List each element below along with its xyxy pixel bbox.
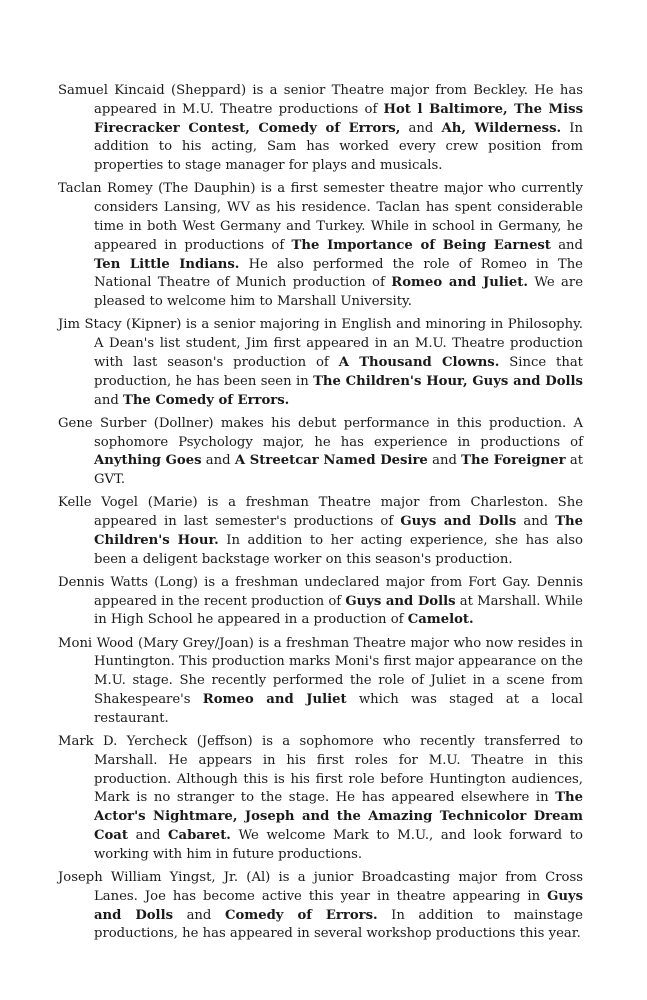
- bio-taclan-romey: [58, 180, 583, 312]
- bio-samuel-kincaid: [58, 82, 583, 176]
- bio-text: Dennis Watts (Long) is a freshman undeclared major from Fort Gay. Dennis appeared in the recent production of: [58, 574, 583, 609]
- production-title: The Children's Hour, Guys and Dolls: [313, 373, 583, 389]
- bio-gene-surber: [58, 415, 583, 490]
- bio-text: Moni Wood (Mary Grey/Joan) is a freshman Theatre major who now resides in Huntington. This production marks Moni's first major appearance on the M.U. stage. She recently performed the role of Juliet in a scene from Shakespeare's: [58, 635, 583, 708]
- production-title: The Children's Hour.: [94, 514, 584, 548]
- production-title: Romeo and Juliet: [202, 692, 347, 708]
- bio-text: and: [127, 828, 169, 844]
- bio-text: Mark D. Yercheck (Jeffson) is a sophomore who recently transferred to Marshall. He appears in his first roles for M.U. Theatre in this production. Although this is his first role before Huntington audiences, Mark is no stranger to the stage. He has appeared elsewhere in: [58, 734, 583, 806]
- bio-text: and: [201, 453, 235, 469]
- production-title: Ten Little Indians.: [94, 256, 240, 272]
- bio-text: Taclan Romey (The Dauphin) is a first semester theatre major who currently considers Lansing, WV as his residence. Taclan has spent considerable time in both West Germany and Turkey. While in school in Germany, he appeared in productions of: [58, 181, 583, 253]
- bio-text: and: [427, 453, 462, 469]
- bio-jim-stacy: [58, 316, 583, 410]
- production-title: Cabaret.: [168, 828, 231, 844]
- bio-text: In addition to her acting experience, she has also been a deligent backstage worker on this season's production.: [94, 532, 583, 567]
- bio-text: at GVT.: [94, 453, 583, 488]
- bio-text: Joseph William Yingst, Jr. (Al) is a junior Broadcasting major from Cross Lanes. Joe has become active this year in theatre appearing in: [58, 870, 583, 904]
- bio-text: Gene Surber (Dollner) makes his debut performance in this production. A sophomore Psychology major, he has experience in productions of: [58, 415, 583, 450]
- bio-text: and: [94, 392, 123, 408]
- production-title: Guys and Dolls: [94, 888, 583, 923]
- bio-mark-yercheck: [58, 733, 583, 865]
- production-title: A Streetcar Named Desire: [234, 453, 428, 469]
- production-title: The Importance of Being Earnest: [291, 237, 551, 253]
- production-title: Comedy of Errors.: [224, 907, 378, 923]
- bio-text: Samuel Kincaid (Sheppard) is a senior Theatre major from Beckley. He has appeared in M.U. Theatre productions of: [58, 83, 583, 117]
- production-title: Hot l Baltimore, The Miss Firecracker Contest, Comedy of Errors,: [94, 101, 584, 136]
- production-title: Guys and Dolls: [400, 514, 517, 530]
- production-title: Ah, Wilderness.: [441, 120, 562, 136]
- bio-text: and: [400, 120, 442, 136]
- bio-text: which was staged at a local restaurant.: [94, 692, 584, 726]
- bio-text: Since that production, he has been seen in: [94, 354, 583, 389]
- bio-text: We are pleased to welcome him to Marshall University.: [94, 275, 583, 310]
- bio-kelle-vogel: [58, 494, 583, 569]
- bio-text: In addition to his acting, Sam has worked every crew position from properties to stage manager for plays and musicals.: [94, 120, 583, 174]
- production-title: Romeo and Juliet.: [391, 275, 528, 291]
- bio-text: Kelle Vogel (Marie) is a freshman Theatre major from Charleston. She appeared in last semester's productions of: [58, 495, 583, 530]
- bio-text: and: [516, 514, 556, 530]
- production-title: Camelot.: [407, 612, 474, 628]
- bio-text: He also performed the role of Romeo in The National Theatre of Munich production of: [94, 256, 583, 291]
- bio-text: In addition to mainstage productions, he has appeared in several workshop productions this year.: [94, 907, 583, 942]
- bio-text: Jim Stacy (Kipner) is a senior majoring in English and minoring in Philosophy. A Dean's list student, Jim first appeared in an M.U. Theatre production with last season's production of: [58, 317, 583, 370]
- bio-text: We welcome Mark to M.U., and look forward to working with him in future productions.: [94, 828, 583, 862]
- production-title: The Actor's Nightmare, Joseph and the Amazing Technicolor Dream Coat: [94, 790, 583, 844]
- production-title: The Foreigner: [461, 453, 566, 469]
- production-title: Anything Goes: [94, 453, 202, 469]
- bio-moni-wood: [58, 635, 583, 729]
- production-title: Guys and Dolls: [345, 593, 456, 609]
- bio-joseph-yingst: [58, 869, 583, 944]
- bio-text: at Marshall. While in High School he appeared in a production of: [94, 593, 583, 628]
- bio-text: and: [173, 907, 225, 923]
- bio-text: and: [550, 237, 583, 253]
- cast-biographies: [58, 82, 583, 949]
- production-title: A Thousand Clowns.: [338, 354, 500, 370]
- production-title: The Comedy of Errors.: [123, 392, 290, 408]
- bio-dennis-watts: [58, 574, 583, 630]
